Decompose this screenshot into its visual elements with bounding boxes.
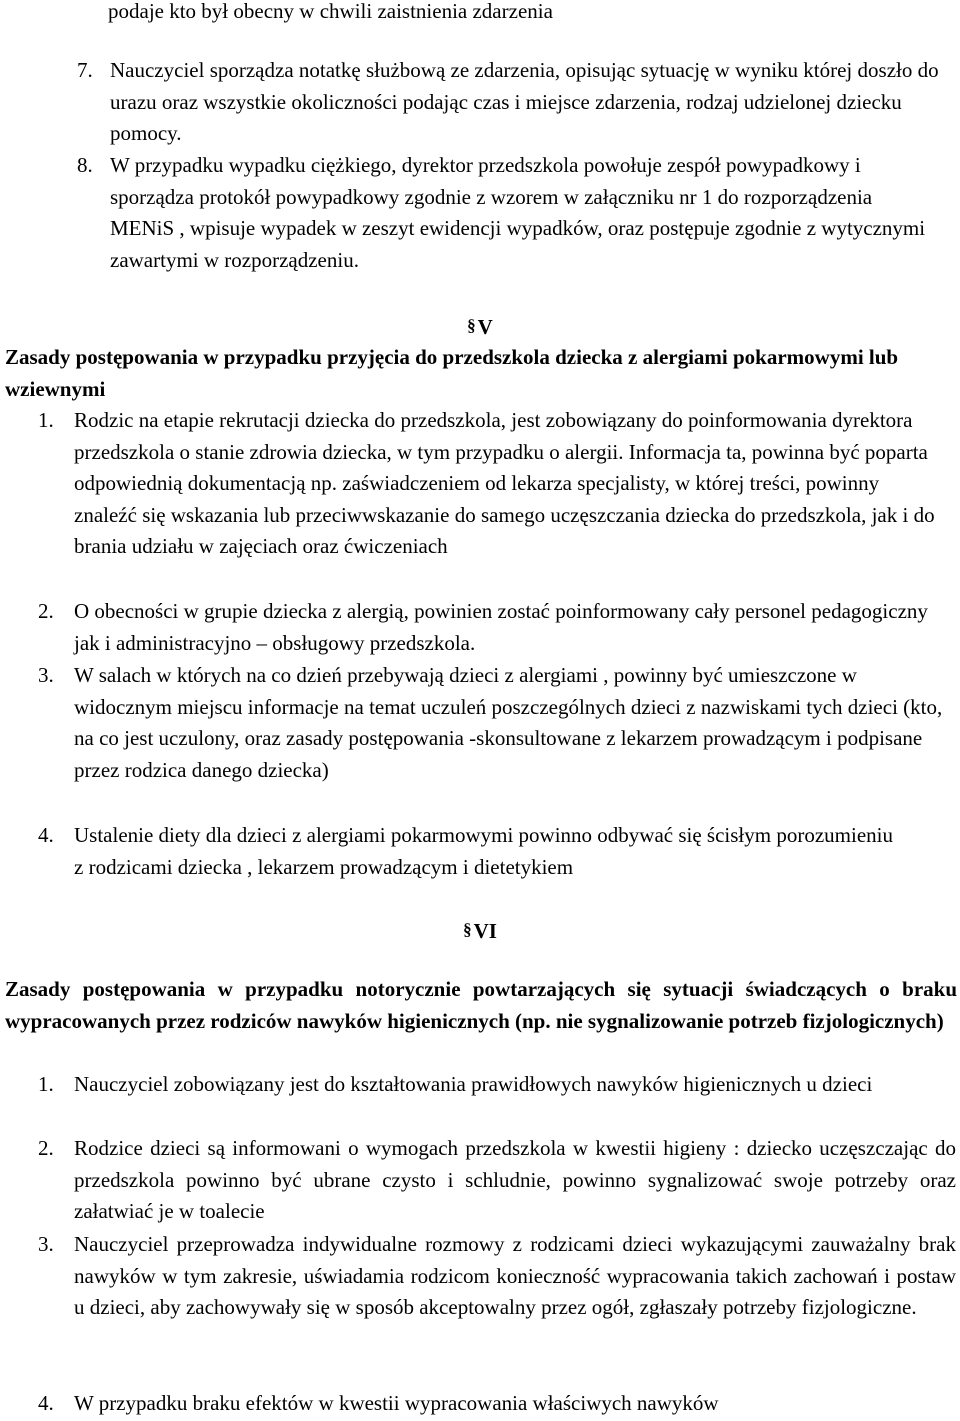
carryover-line: podaje kto był obecny w chwili zaistnienia zdarzenia bbox=[108, 0, 553, 23]
section-v-heading: Zasady postępowania w przypadku przyjęcia do przedszkola dziecka z alergiami pokarmowymi lub wziewnymi bbox=[5, 345, 899, 401]
item-number: 3. bbox=[38, 1232, 54, 1256]
item-text: W przypadku wypadku ciężkiego, dyrektor przedszkola powołuje zespół powypadkowy i sporządza protokół powypadkowy zgodnie z wzorem w załączniku nr 1 do rozporządzenia MENiS , wpisuje wypadek w zeszyt ewidencji wypadków, oraz postępuje zgodnie z wytycznymi zawartymi w rozporządzeniu. bbox=[110, 153, 926, 272]
paragraph-sign-icon: § bbox=[467, 316, 476, 335]
item-text: Rodzic na etapie rekrutacji dziecka do przedszkola, jest zobowiązany do poinformowania dyrektora przedszkola o stanie zdrowia dziecka, w tym przypadku o alergii. Informacja ta, powinna być poparta odpowiednią dokumentacją np. zaświadczeniem od lekarza specjalisty, w której treści, powinny znaleźć się wskazania lub przeciwwskazanie do samego uczęszczania dziecka do przedszkola, jak i do brania udziału w zajęciach oraz ćwiczeniach bbox=[74, 408, 935, 559]
item-text: W przypadku braku efektów w kwestii wypracowania właściwych nawyków bbox=[74, 1391, 719, 1415]
item-number: 3. bbox=[38, 663, 54, 687]
section-numeral: V bbox=[477, 315, 493, 339]
item-number: 2. bbox=[38, 1136, 54, 1160]
item-number: 4. bbox=[38, 1391, 54, 1415]
item-text: W salach w których na co dzień przebywają dzieci z alergiami , powinny być umieszczone w widocznym miejscu informacje na temat uczuleń poszczególnych dzieci z nazwiskami tych dzieci (kto, na co jest uczulony, oraz zasady postępowania -skonsultowane z lekarzem prowadzącym i podpisane przez rodzica danego dziecka) bbox=[74, 663, 943, 782]
section-vi-heading: Zasady postępowania w przypadku notorycznie powtarzających się sytuacji świadczących o braku wypracowanych przez rodziców nawyków higienicznych (np. nie sygnalizowanie potrzeb fizjologicznych) bbox=[5, 977, 957, 1033]
item-number: 2. bbox=[38, 599, 54, 623]
item-text: Rodzice dzieci są informowani o wymogach przedszkola w kwestii higieny : dziecko uczęszczając do przedszkola powinno być ubrane czysto i schludnie, powinno sygnalizować swoje potrzeby oraz załatwiać je w toalecie bbox=[74, 1136, 956, 1224]
paragraph-sign-icon: § bbox=[463, 920, 472, 939]
section-v-number bbox=[0, 310, 960, 344]
item-text: Nauczyciel sporządza notatkę służbową ze zdarzenia, opisując sytuację w wyniku której doszło do urazu oraz wszystkie okoliczności podając czas i miejsce zdarzenia, rodzaj udzielonej dziecku pomocy. bbox=[110, 58, 939, 146]
item-number: 8. bbox=[77, 153, 93, 177]
item-text: Nauczyciel zobowiązany jest do kształtowania prawidłowych nawyków higienicznych u dzieci bbox=[74, 1072, 873, 1096]
section-numeral: VI bbox=[473, 919, 497, 943]
item-number: 1. bbox=[38, 408, 54, 432]
item-number: 7. bbox=[77, 58, 93, 82]
section-vi-number bbox=[0, 914, 960, 948]
item-number: 1. bbox=[38, 1072, 54, 1096]
item-text: O obecności w grupie dziecka z alergią, powinien zostać poinformowany cały personel pedagogiczny jak i administracyjno – obsługowy przedszkola. bbox=[74, 599, 928, 655]
item-number: 4. bbox=[38, 823, 54, 847]
item-text: Ustalenie diety dla dzieci z alergiami pokarmowymi powinno odbywać się ścisłym porozumieniu z rodzicami dziecka , lekarzem prowadzącym i dietetykiem bbox=[74, 823, 893, 879]
item-text: Nauczyciel przeprowadza indywidualne rozmowy z rodzicami dzieci wykazującymi zauważalny brak nawyków w tym zakresie, uświadamia rodzicom konieczność wypracowania takich zachowań i postaw u dzieci, aby zachowywały się w sposób akceptowalny przez ogół, zgłaszały potrzeby fizjologiczne. bbox=[74, 1232, 956, 1320]
